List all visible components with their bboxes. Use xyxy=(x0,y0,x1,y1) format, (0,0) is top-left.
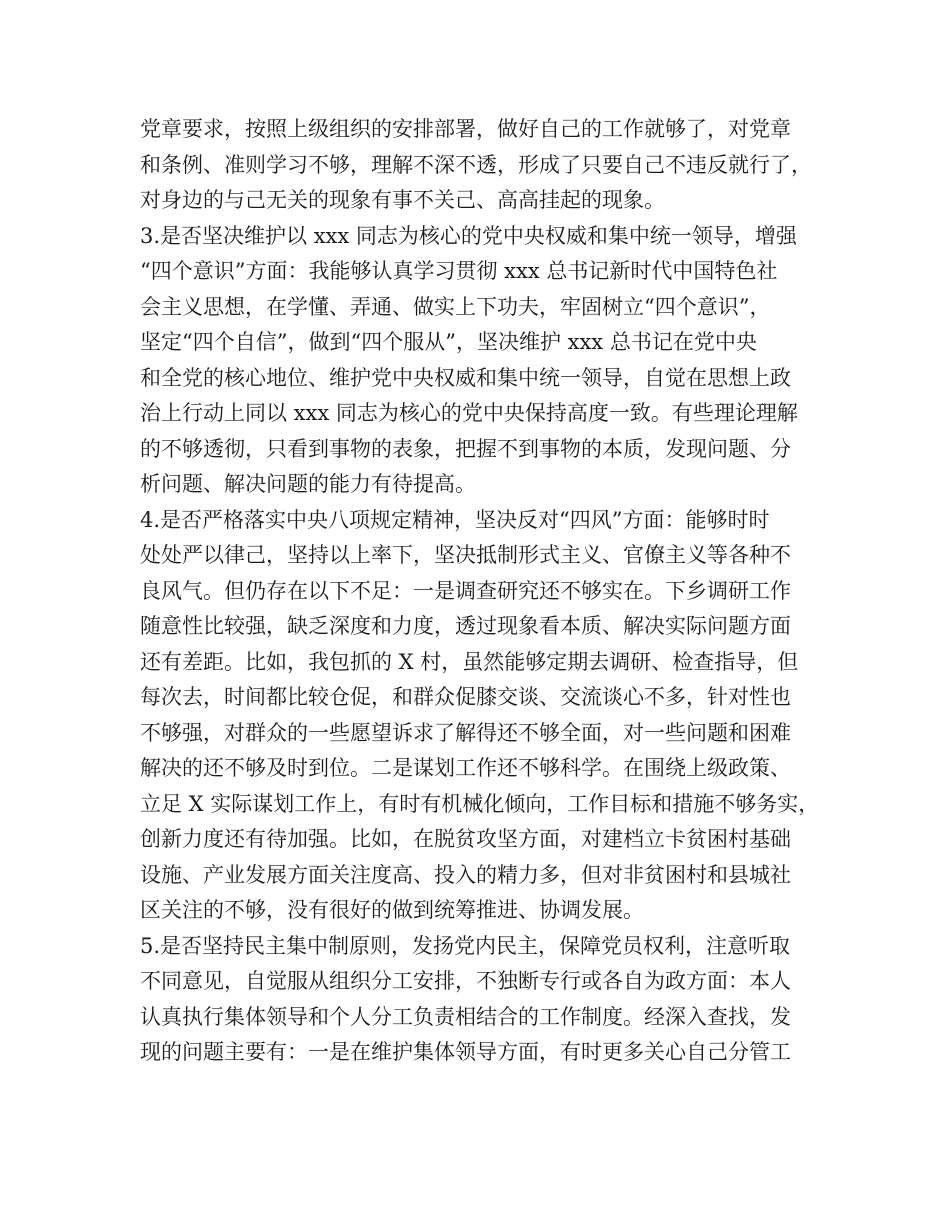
text-line: 现的问题主要有：一是在维护集体领导方面，有时更多关心自己分管工 xyxy=(140,1040,791,1064)
text-line: 会主义思想，在学懂、弄通、做实上下功夫，牢固树立“四个意识”， xyxy=(140,294,771,319)
text-line: 解决的还不够及时到位。二是谋划工作还不够科学。在围绕上级政策、 xyxy=(140,756,791,780)
text-line: 治上行动上同以 xxx 同志为核心的党中央保持高度一致。有些理论理解 xyxy=(140,401,798,425)
text-line: 5.是否坚持民主集中制原则，发扬党内民主，保障党员权利，注意听取 xyxy=(140,933,791,958)
text-line: 党章要求，按照上级组织的安排部署，做好自己的工作就够了，对党章 xyxy=(140,117,791,141)
text-line: 立足 X 实际谋划工作上，有时有机械化倾向，工作目标和措施不够务实， xyxy=(140,791,820,816)
text-line: 和全党的核心地位、维护党中央权威和集中统一领导，自觉在思想上政 xyxy=(140,365,791,390)
text-line: 区关注的不够，没有很好的做到统筹推进、协调发展。 xyxy=(140,898,644,922)
text-line: 随意性比较强，缺乏深度和力度，透过现象看本质、解决实际问题方面 xyxy=(140,614,791,638)
text-line: 良风气。但仍存在以下不足：一是调查研究还不够实在。下乡调研工作 xyxy=(140,578,791,603)
text-line: 认真执行集体领导和个人分工负责相结合的工作制度。经深入查找，发 xyxy=(140,1004,791,1029)
text-line: 设施、产业发展方面关注度高、投入的精力多，但对非贫困村和县城社 xyxy=(140,862,791,887)
text-line: 和条例、准则学习不够，理解不深不透，形成了只要自己不违反就行了， xyxy=(140,152,812,177)
text-line: 处处严以律己，坚持以上率下，坚决抵制形式主义、官僚主义等各种不 xyxy=(140,543,791,567)
text-line: 坚定“四个自信”，做到“四个服从”，坚决维护 xxx 总书记在党中央 xyxy=(140,330,757,354)
text-line: 析问题、解决问题的能力有待提高。 xyxy=(140,472,476,496)
text-line: 不同意见，自觉服从组织分工安排，不独断专行或各自为政方面：本人 xyxy=(140,969,791,993)
text-line: 每次去，时间都比较仓促，和群众促膝交谈、交流谈心不多，针对性也 xyxy=(140,685,791,709)
text-line: 不够强，对群众的一些愿望诉求了解得还不够全面，对一些问题和困难 xyxy=(140,720,791,745)
text-line: 还有差距。比如，我包抓的 X 村，虽然能够定期去调研、检查指导，但 xyxy=(140,649,799,674)
text-line: 3.是否坚决维护以 xxx 同志为核心的党中央权威和集中统一领导，增强 xyxy=(140,223,797,248)
text-line: 4.是否严格落实中央八项规定精神，坚决反对“四风”方面：能够时时 xyxy=(140,507,770,532)
text-line: 创新力度还有待加强。比如，在脱贫攻坚方面，对建档立卡贫困村基础 xyxy=(140,827,791,851)
text-line: 的不够透彻，只看到事物的表象，把握不到事物的本质，发现问题、分 xyxy=(140,436,791,461)
text-line: “四个意识”方面：我能够认真学习贯彻 xxx 总书记新时代中国特色社 xyxy=(140,259,778,283)
document-body xyxy=(140,112,830,1071)
text-line: 对身边的与己无关的现象有事不关己、高高挂起的现象。 xyxy=(140,188,665,212)
